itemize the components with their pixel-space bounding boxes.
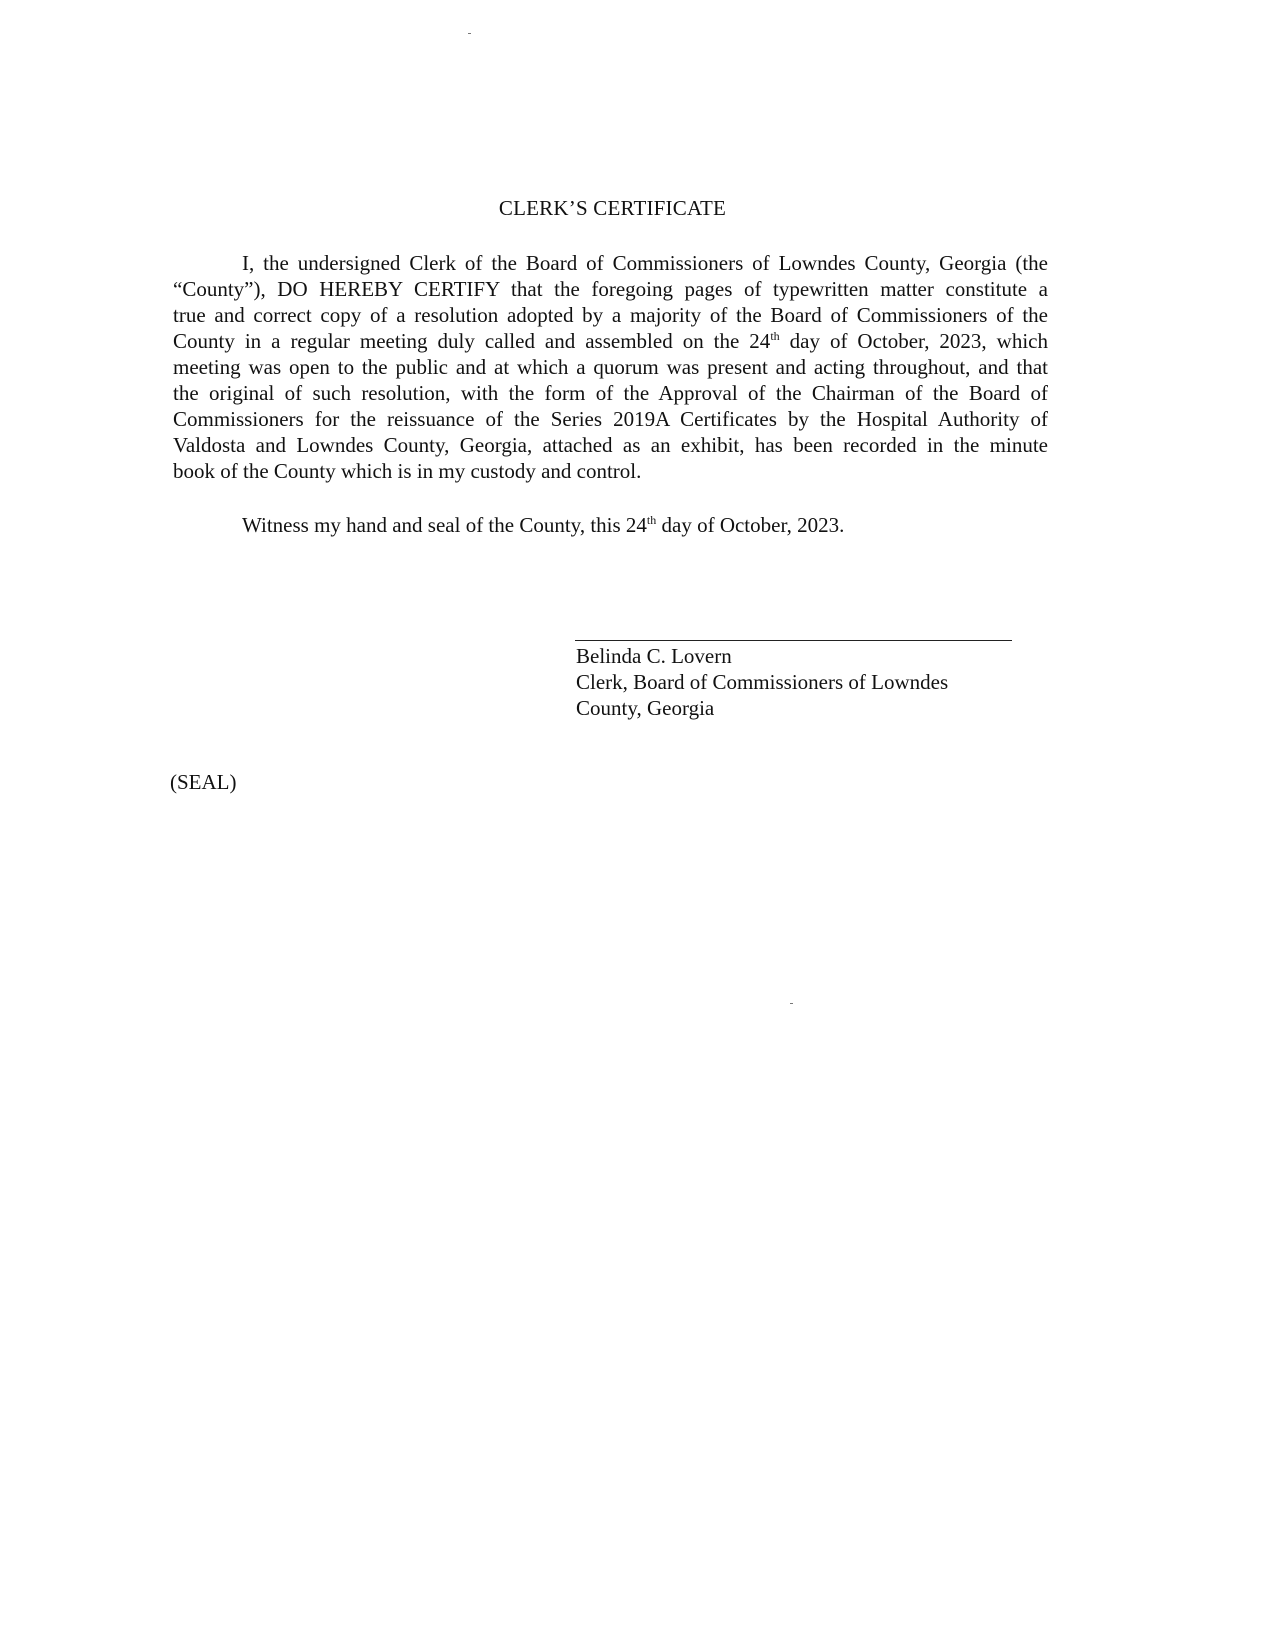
seal-label: (SEAL) bbox=[170, 770, 237, 794]
signer-title-cont: County, Georgia bbox=[576, 696, 715, 720]
paragraph-line: book of the County which is in my custody and control. bbox=[173, 459, 642, 483]
paragraph-line bbox=[173, 328, 1048, 354]
witness-statement bbox=[242, 512, 844, 538]
scan-speck bbox=[468, 33, 471, 34]
paragraph-line: “County”), DO HEREBY CERTIFY that the foregoing pages of typewritten matter constitute a bbox=[173, 277, 1048, 301]
line-text: day of October, 2023, which bbox=[779, 329, 1048, 353]
ordinal-suffix: th bbox=[770, 329, 780, 343]
document-title: CLERK’S CERTIFICATE bbox=[498, 196, 727, 220]
signature-line bbox=[575, 640, 1012, 641]
paragraph-line: the original of such resolution, with the form of the Approval of the Chairman of the Board of bbox=[173, 381, 1048, 405]
witness-text: day of October, 2023. bbox=[656, 513, 845, 537]
paragraph-line: I, the undersigned Clerk of the Board of Commissioners of Lowndes County, Georgia (the bbox=[242, 251, 1048, 275]
paragraph-line: Commissioners for the reissuance of the Series 2019A Certificates by the Hospital Authority of bbox=[173, 407, 1048, 431]
scan-speck bbox=[790, 1003, 793, 1004]
signature-block bbox=[576, 643, 948, 721]
certificate-paragraph bbox=[173, 250, 1048, 484]
ordinal-suffix: th bbox=[646, 513, 657, 527]
paragraph-line: meeting was open to the public and at which a quorum was present and acting throughout, and that bbox=[173, 355, 1048, 379]
line-text: County in a regular meeting duly called and assembled on the 24 bbox=[173, 329, 771, 353]
signer-title: Clerk, Board of Commissioners of Lowndes bbox=[576, 670, 949, 694]
witness-text: Witness my hand and seal of the County, this 24 bbox=[242, 513, 647, 537]
paragraph-line: Valdosta and Lowndes County, Georgia, attached as an exhibit, has been recorded in the minute bbox=[173, 433, 1048, 457]
signer-name: Belinda C. Lovern bbox=[576, 644, 732, 668]
paragraph-line: true and correct copy of a resolution adopted by a majority of the Board of Commissioners of the bbox=[173, 303, 1048, 327]
